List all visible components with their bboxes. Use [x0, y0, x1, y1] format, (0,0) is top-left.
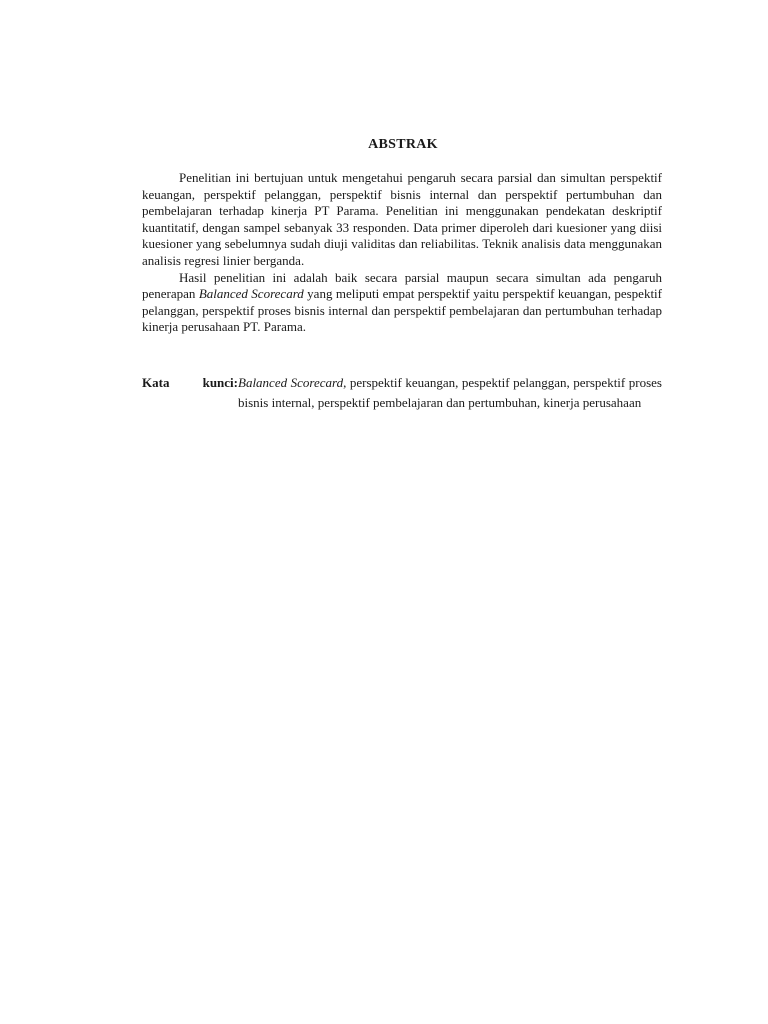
- keywords-label: Kata kunci:: [142, 375, 238, 390]
- keywords-italic-term: Balanced Scorecard: [238, 375, 344, 390]
- keywords-list: [238, 373, 662, 413]
- keywords-block: [142, 373, 662, 413]
- abstract-paragraph-1: Penelitian ini bertujuan untuk mengetahui pengaruh secara parsial dan simultan perspektif keuangan, perspektif pelanggan, perspektif bisnis internal dan perspektif pertumbuhan dan pembelajaran terhadap kinerja PT Parama. Penelitian ini menggunakan pendekatan deskriptif kuantitatif, dengan sampel sebanyak 33 responden. Data primer diperoleh dari kuesioner yang diisi kuesioner yang sebelumnya sudah diuji validitas dan reliabilitas. Teknik analisis data menggunakan analisis regresi linier berganda.: [142, 170, 662, 268]
- paragraph-2-text-before: Hasil penelitian ini adalah baik secara parsial maupun secara simultan ada pengaruh penerapan: [142, 269, 662, 302]
- paragraph-2-text-after: yang meliputi empat perspektif yaitu perspektif keuangan, pespektif pelanggan, perspektif proses bisnis internal dan perspektif pembelajaran dan pertumbuhan terhadap kinerja perusahaan PT. Parama.: [142, 286, 662, 335]
- abstract-title: ABSTRAK: [368, 137, 438, 152]
- abstract-paragraph-2: [142, 270, 662, 336]
- abstract-body: [142, 170, 662, 336]
- paragraph-2-italic-term: Balanced Scorecard: [198, 286, 304, 302]
- keywords-rest: , perspektif keuangan, pespektif pelanggan, perspektif proses bisnis internal, perspektif pembelajaran dan pertumbuhan, kinerja perusahaan: [238, 375, 662, 410]
